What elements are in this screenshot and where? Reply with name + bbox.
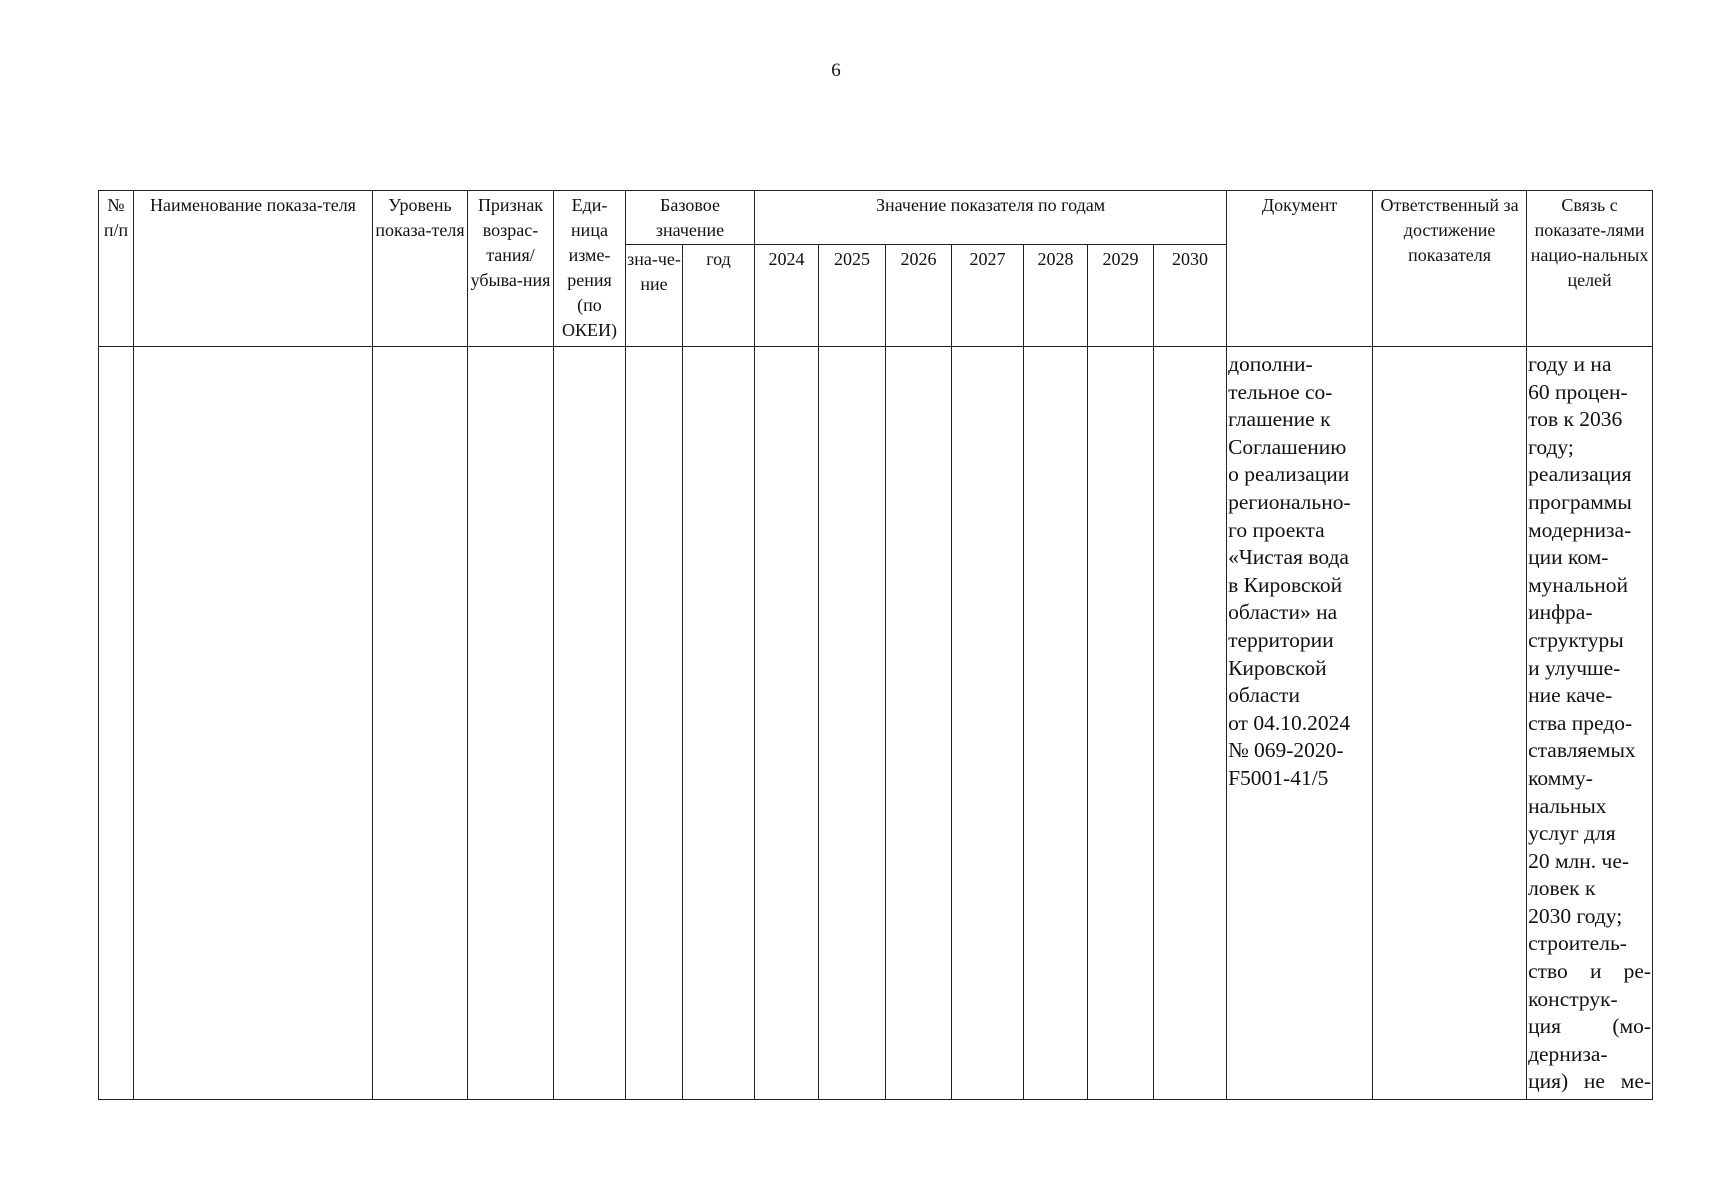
document-line: Кировской xyxy=(1228,655,1327,680)
document-line: в Кировской xyxy=(1228,572,1343,597)
document-line: от 04.10.2024 xyxy=(1228,710,1351,735)
header-link: Связь с показате-лями нацио-нальных целей xyxy=(1527,191,1653,347)
cell-year-2028 xyxy=(1024,347,1088,1100)
document-line: регионально- xyxy=(1228,489,1351,514)
header-name: Наименование показа-теля xyxy=(134,191,373,347)
cell-responsible xyxy=(1373,347,1527,1100)
link-line: ловек к xyxy=(1528,876,1596,901)
link-line: ции ком- xyxy=(1528,545,1609,570)
header-year-2025: 2025 xyxy=(819,245,886,347)
link-line: тов к 2036 xyxy=(1528,407,1623,432)
cell-trend xyxy=(468,347,554,1100)
cell-base-year xyxy=(683,347,755,1100)
cell-year-2029 xyxy=(1088,347,1154,1100)
cell-name xyxy=(134,347,373,1100)
link-line: структуры xyxy=(1528,627,1624,652)
link-line: строитель- xyxy=(1528,931,1627,956)
document-line: «Чистая вода xyxy=(1228,545,1349,570)
cell-year-2025 xyxy=(819,347,886,1100)
cell-num xyxy=(99,347,134,1100)
link-line: мунальной xyxy=(1528,572,1628,597)
link-line: услуг для xyxy=(1528,821,1616,846)
document-line: территории xyxy=(1228,627,1334,652)
page-number: 6 xyxy=(831,60,841,81)
table-row xyxy=(99,347,1653,1100)
link-line: ство и ре- xyxy=(1528,959,1652,984)
indicator-table xyxy=(98,190,1653,1100)
cell-level xyxy=(373,347,468,1100)
cell-year-2030 xyxy=(1154,347,1227,1100)
cell-year-2026 xyxy=(886,347,952,1100)
header-base-year: год xyxy=(683,245,755,347)
link-text xyxy=(1528,347,1651,1096)
header-year-2027: 2027 xyxy=(952,245,1024,347)
document-line: области» на xyxy=(1228,600,1338,625)
header-num: № п/п xyxy=(99,191,134,347)
link-line: году; xyxy=(1528,434,1574,459)
cell-year-2027 xyxy=(952,347,1024,1100)
link-line: 20 млн. че- xyxy=(1528,848,1630,873)
header-trend: Признак возрас-тания/ убыва-ния xyxy=(468,191,554,347)
link-line: конструк- xyxy=(1528,986,1618,1011)
header-year-2026: 2026 xyxy=(886,245,952,347)
cell-base-value xyxy=(626,347,683,1100)
link-line: ция) не ме- xyxy=(1528,1069,1652,1094)
header-level: Уровень показа-теля xyxy=(373,191,468,347)
document-text xyxy=(1228,347,1371,793)
header-responsible: Ответственный за достижение показателя xyxy=(1373,191,1527,347)
header-document: Документ xyxy=(1227,191,1373,347)
document-line: № 069-2020- xyxy=(1228,738,1344,763)
header-years-group: Значение показателя по годам xyxy=(755,191,1227,245)
document-line: тельное со- xyxy=(1228,379,1333,404)
header-unit: Еди-ница изме-рения (по ОКЕИ) xyxy=(554,191,626,347)
link-line: ставляемых xyxy=(1528,738,1636,763)
link-line: модерниза- xyxy=(1528,517,1632,542)
link-line: году и на xyxy=(1528,352,1612,376)
link-line: 2030 году; xyxy=(1528,903,1623,928)
document-line: дополни- xyxy=(1228,352,1313,376)
header-year-2024: 2024 xyxy=(755,245,819,347)
cell-year-2024 xyxy=(755,347,819,1100)
cell-unit xyxy=(554,347,626,1100)
document-line: о реализации xyxy=(1228,462,1350,487)
header-base-group: Базовое значение xyxy=(626,191,755,245)
link-line: инфра- xyxy=(1528,600,1593,625)
document-line: глашение к xyxy=(1228,407,1331,432)
header-base-value: зна-че-ние xyxy=(626,245,683,347)
link-line: ства предо- xyxy=(1528,710,1633,735)
link-line: программы xyxy=(1528,489,1632,514)
cell-link xyxy=(1527,347,1653,1100)
cell-document xyxy=(1227,347,1373,1100)
header-year-2028: 2028 xyxy=(1024,245,1088,347)
link-line: ция (мо- xyxy=(1528,1014,1652,1039)
link-line: и улучше- xyxy=(1528,655,1621,680)
link-line: дерниза- xyxy=(1528,1041,1608,1066)
document-line: области xyxy=(1228,683,1300,708)
document-line: F5001-41/5 xyxy=(1228,765,1329,790)
header-year-2029: 2029 xyxy=(1088,245,1154,347)
link-line: ние каче- xyxy=(1528,683,1613,708)
document-line: го проекта xyxy=(1228,517,1325,542)
document-line: Соглашению xyxy=(1228,434,1347,459)
link-line: комму- xyxy=(1528,765,1593,790)
link-line: нальных xyxy=(1528,793,1607,818)
header-year-2030: 2030 xyxy=(1154,245,1227,347)
link-line: реализация xyxy=(1528,462,1632,487)
link-line: 60 процен- xyxy=(1528,379,1628,404)
